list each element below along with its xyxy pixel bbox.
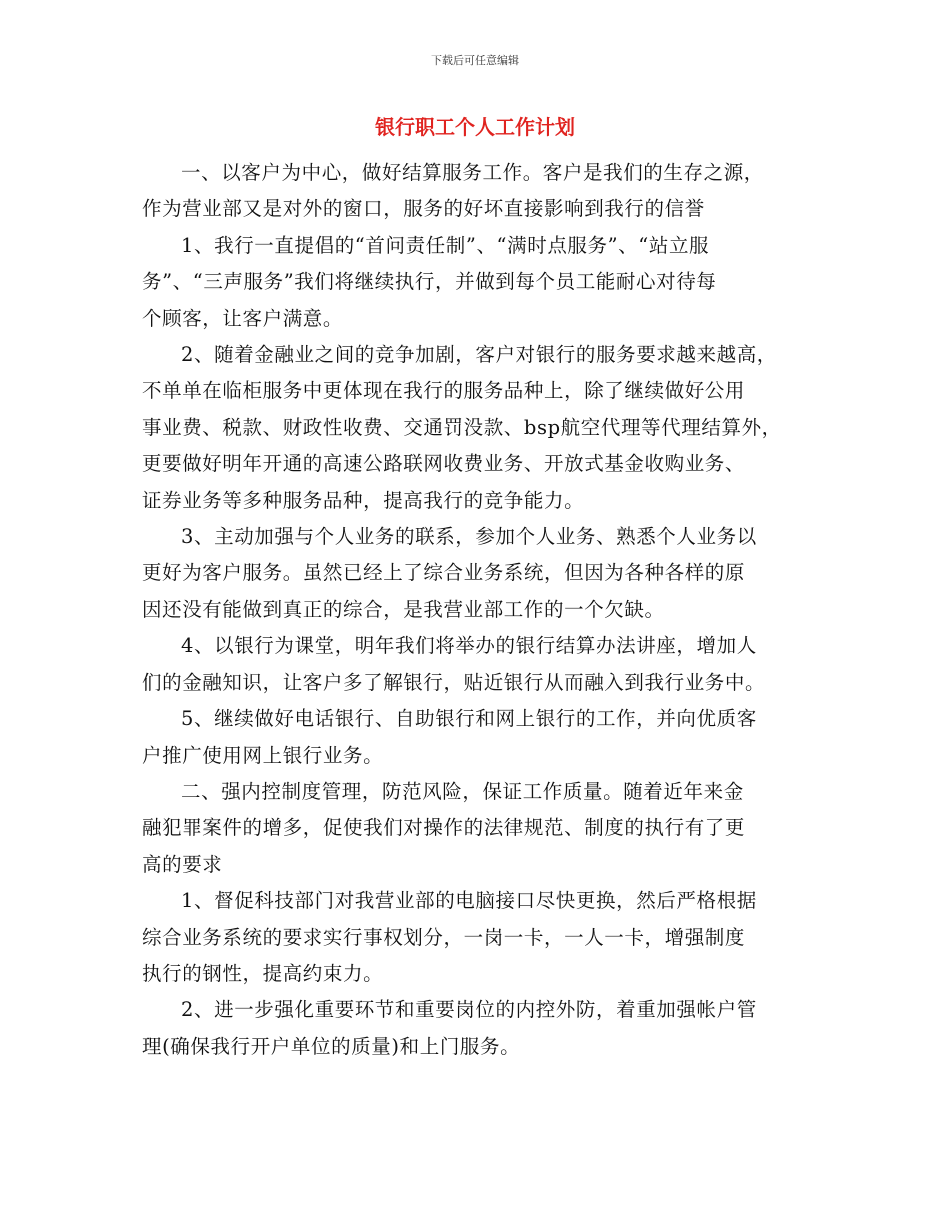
paragraph-line: 1、我行一直提倡的“首问责任制”、“满时点服务”、“站立服 xyxy=(181,233,710,257)
document-title: 银行职工个人工作计划 xyxy=(375,115,575,139)
page-header-note: 下载后可任意编辑 xyxy=(431,54,519,67)
paragraph xyxy=(142,774,832,883)
paragraph xyxy=(142,628,832,701)
paragraph-line: 不单单在临柜服务中更体现在我行的服务品种上，除了继续做好公用 xyxy=(142,379,746,403)
paragraph xyxy=(142,519,832,628)
paragraph xyxy=(142,155,832,228)
paragraph-line: 更要做好明年开通的高速公路联网收费业务、开放式基金收购业务、 xyxy=(142,452,746,476)
paragraph-line: 务”、“三声服务”我们将继续执行，并做到每个员工能耐心对待每 xyxy=(142,270,717,294)
paragraph-line: 更好为客户服务。虽然已经上了综合业务系统，但因为各种各样的原 xyxy=(142,561,746,585)
document-body xyxy=(142,155,832,1065)
paragraph-line: 理(确保我行开户单位的质量)和上门服务。 xyxy=(142,1034,521,1058)
paragraph-line: 2、进一步强化重要环节和重要岗位的内控外防，着重加强帐户管 xyxy=(181,998,757,1022)
paragraph-line: 融犯罪案件的增多，促使我们对操作的法律规范、制度的执行有了更 xyxy=(142,816,746,840)
paragraph-line: 3、主动加强与个人业务的联系，参加个人业务、熟悉个人业务以 xyxy=(181,525,757,549)
paragraph-line: 一、以客户为中心，做好结算服务工作。客户是我们的生存之源， xyxy=(181,161,764,184)
paragraph xyxy=(142,337,832,519)
paragraph xyxy=(142,701,832,774)
paragraph-line: 1、督促科技部门对我营业部的电脑接口尽快更换，然后严格根据 xyxy=(181,889,757,913)
paragraph-line: 事业费、税款、财政性收费、交通罚没款、bsp航空代理等代理结算外， xyxy=(142,415,782,439)
paragraph-line: 综合业务系统的要求实行事权划分，一岗一卡，一人一卡，增强制度 xyxy=(142,925,746,949)
paragraph-line: 个顾客，让客户满意。 xyxy=(142,306,344,330)
paragraph-line: 作为营业部又是对外的窗口，服务的好坏直接影响到我行的信誉 xyxy=(142,197,705,221)
paragraph-line: 高的要求 xyxy=(142,852,223,876)
paragraph-line: 户推广使用网上银行业务。 xyxy=(142,743,384,767)
paragraph-line: 4、以银行为课堂，明年我们将举办的银行结算办法讲座，增加人 xyxy=(181,634,757,658)
paragraph-line: 二、强内控制度管理，防范风险，保证工作质量。随着近年来金 xyxy=(181,779,744,803)
paragraph-line: 因还没有能做到真正的综合，是我营业部工作的一个欠缺。 xyxy=(142,597,665,621)
paragraph-line: 证券业务等多种服务品种，提高我行的竞争能力。 xyxy=(142,488,585,512)
paragraph-line: 执行的钢性，提高约束力。 xyxy=(142,961,384,985)
paragraph-line: 5、继续做好电话银行、自助银行和网上银行的工作，并向优质客 xyxy=(181,707,757,731)
paragraph-line: 们的金融知识，让客户多了解银行，贴近银行从而融入到我行业务中。 xyxy=(142,670,766,694)
paragraph-line: 2、随着金融业之间的竞争加剧，客户对银行的服务要求越来越高， xyxy=(181,343,777,367)
paragraph xyxy=(142,228,832,337)
paragraph xyxy=(142,992,832,1065)
paragraph xyxy=(142,883,832,992)
